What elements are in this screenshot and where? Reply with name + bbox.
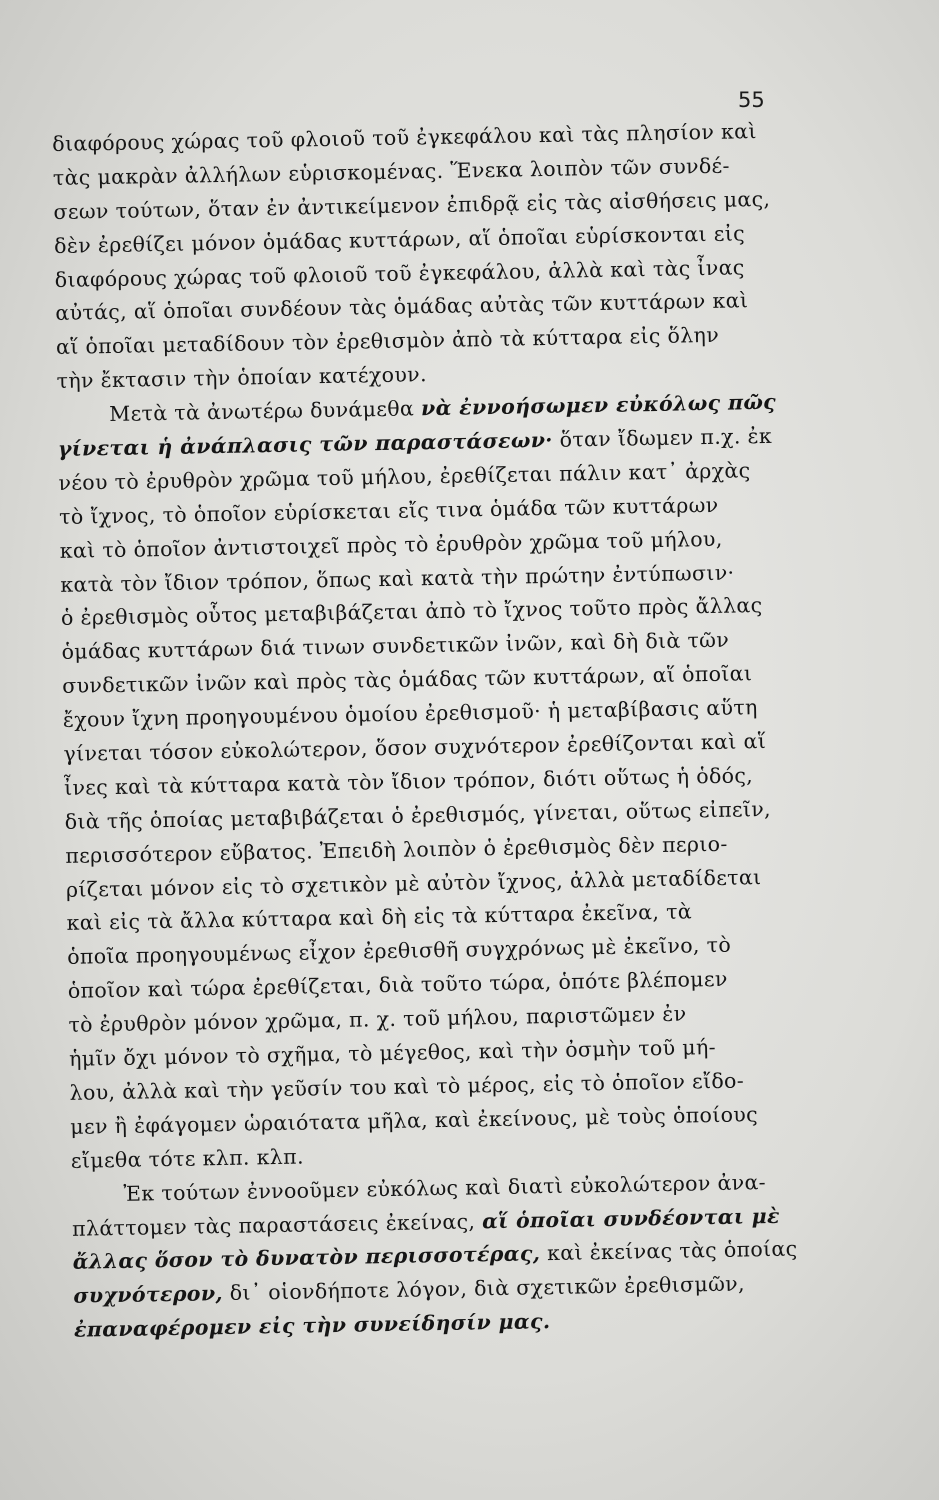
text-run: ὁποῖον καὶ τώρα ἐρεθίζεται, διὰ τοῦτο τώρα, ὁπότε βλέπομεν	[67, 967, 728, 1004]
text-run: δι᾽ οἱονδήποτε λόγον, διὰ σχετικῶν ἐρεθισμῶν,	[222, 1271, 746, 1306]
text-run: αἵ ὁποῖαι μεταδίδουν τὸν ἐρεθισμὸν ἀπὸ τὰ κύτταρα εἰς ὅλην	[55, 323, 720, 360]
text-run: πλάττομεν τὰς παραστάσεις ἐκείνας,	[71, 1208, 483, 1241]
text-run: συνδετικῶν ἰνῶν καὶ πρὸς τὰς ὁμάδας τῶν κυττάρων, αἵ ὁποῖαι	[62, 661, 753, 699]
text-run: σεων τούτων, ὅταν ἐν ἀντικείμενον ἐπιδρᾷ εἰς τὰς αἰσθήσεις μας,	[53, 186, 771, 224]
text-run: μεν ἢ ἐφάγομεν ὡραιότατα μῆλα, καὶ ἐκείνους, μὲ τοὺς ὁποίους	[70, 1102, 759, 1139]
emphasis-run: συχνότερον,	[73, 1281, 224, 1309]
text-run: ἶνες καὶ τὰ κύτταρα κατὰ τὸν ἴδιον τρόπον, διότι οὕτως ἡ ὁδός,	[63, 763, 754, 800]
text-run: καὶ τὸ ὁποῖον ἀντιστοιχεῖ πρὸς τὸ ἐρυθρὸν χρῶμα τοῦ μήλου,	[59, 526, 723, 563]
page-number: 55	[738, 88, 765, 112]
text-run: Μετὰ τὰ ἀνωτέρω δυνάμεθα	[109, 396, 422, 427]
text-run: αὐτάς, αἵ ὁποῖαι συνδέουν τὰς ὁμάδας αὐτὰς τῶν κυττάρων καὶ	[55, 288, 749, 326]
text-run: ὁ ἐρεθισμὸς οὗτος μεταβιβάζεται ἀπὸ τὸ ἴχνος τοῦτο πρὸς ἄλλας	[60, 593, 763, 631]
text-run: τὸ ἐρυθρὸν μόνον χρῶμα, π. χ. τοῦ μήλου, παριστῶμεν ἐν	[68, 1001, 687, 1038]
text-run: ὁμάδας κυττάρων διά τινων συνδετικῶν ἰνῶν, καὶ δὴ διὰ τῶν	[61, 628, 730, 665]
emphasis-run: αἵ ὁποῖαι συνδέονται μὲ	[481, 1203, 780, 1233]
emphasis-run: νὰ ἐννοήσωμεν εὐκόλως πῶς	[420, 389, 777, 421]
text-run: περισσότερον εὔβατος. Ἐπειδὴ λοιπὸν ὁ ἐρεθισμὸς δὲν περιο-	[65, 831, 728, 868]
emphasis-run: ἄλλας ὅσον τὸ δυνατὸν περισσοτέρας,	[72, 1241, 541, 1275]
body-text	[52, 114, 814, 1347]
text-run: εἴμεθα τότε κλπ. κλπ.	[70, 1144, 305, 1173]
text-run: γίνεται τόσον εὐκολώτερον, ὅσον συχνότερον ἐρεθίζονται καὶ αἵ	[63, 729, 767, 766]
text-run: διὰ τῆς ὁποίας μεταβιβάζεται ὁ ἐρεθισμός, γίνεται, οὕτως εἰπεῖν,	[64, 796, 772, 834]
text-run: ἔχουν ἴχνη προηγουμένου ὁμοίου ἐρεθισμοῦ· ἡ μεταβίβασις αὕτη	[62, 695, 758, 733]
text-run: ἡμῖν ὄχι μόνον τὸ σχῆμα, τὸ μέγεθος, καὶ τὴν ὀσμὴν τοῦ μή-	[68, 1035, 717, 1071]
text-run: διαφόρους χώρας τοῦ φλοιοῦ τοῦ ἐγκεφάλου καὶ τὰς πλησίον καὶ	[52, 119, 757, 156]
text-run: καὶ ἐκείνας τὰς ὁποίας	[540, 1236, 798, 1266]
emphasis-run: γίνεται ἡ ἀνάπλασις τῶν παραστάσεων·	[57, 427, 554, 461]
text-run: τὴν ἔκτασιν τὴν ὁποίαν κατέχουν.	[56, 362, 428, 394]
text-run: ὅταν ἴδωμεν π.χ. ἐκ	[552, 423, 773, 452]
text-run: ρίζεται μόνον εἰς τὸ σχετικὸν μὲ αὐτὸν ἴχνος, ἀλλὰ μεταδίδεται	[65, 864, 762, 902]
text-run: καὶ εἰς τὰ ἄλλα κύτταρα καὶ δὴ εἰς τὰ κύτταρα ἐκεῖνα, τὰ	[66, 899, 693, 936]
text-run: λου, ἀλλὰ καὶ τὴν γεῦσίν του καὶ τὸ μέρος, εἰς τὸ ὁποῖον εἴδο-	[69, 1068, 745, 1105]
emphasis-run: ἐπαναφέρομεν εἰς τὴν συνείδησίν μας.	[73, 1309, 551, 1342]
text-run: ὁποῖα προηγουμένως εἶχον ἐρεθισθῆ συγχρόνως μὲ ἐκεῖνο, τὸ	[66, 933, 732, 970]
text-run: νέου τὸ ἐρυθρὸν χρῶμα τοῦ μήλου, ἐρεθίζεται πάλιν κατ᾽ ἀρχὰς	[58, 458, 751, 495]
text-run: τὸ ἴχνος, τὸ ὁποῖον εὑρίσκεται εἴς τινα ὁμάδα τῶν κυττάρων	[58, 492, 719, 529]
text-run: δὲν ἐρεθίζει μόνον ὁμάδας κυττάρων, αἵ ὁποῖαι εὑρίσκονται εἰς	[53, 220, 746, 258]
text-run: Ἐκ τούτων ἐννοοῦμεν εὐκόλως καὶ διατὶ εὐκολώτερον ἀνα-	[123, 1169, 767, 1206]
text-run: τὰς μακρὰν ἀλλήλων εὑρισκομένας. Ἕνεκα λοιπὸν τῶν συνδέ-	[52, 153, 731, 190]
text-run: κατὰ τὸν ἴδιον τρόπον, ὅπως καὶ κατὰ τὴν πρώτην ἐντύπωσιν·	[60, 560, 735, 597]
text-run: διαφόρους χώρας τοῦ φλοιοῦ τοῦ ἐγκεφάλου, ἀλλὰ καὶ τὰς ἶνας	[54, 254, 745, 292]
